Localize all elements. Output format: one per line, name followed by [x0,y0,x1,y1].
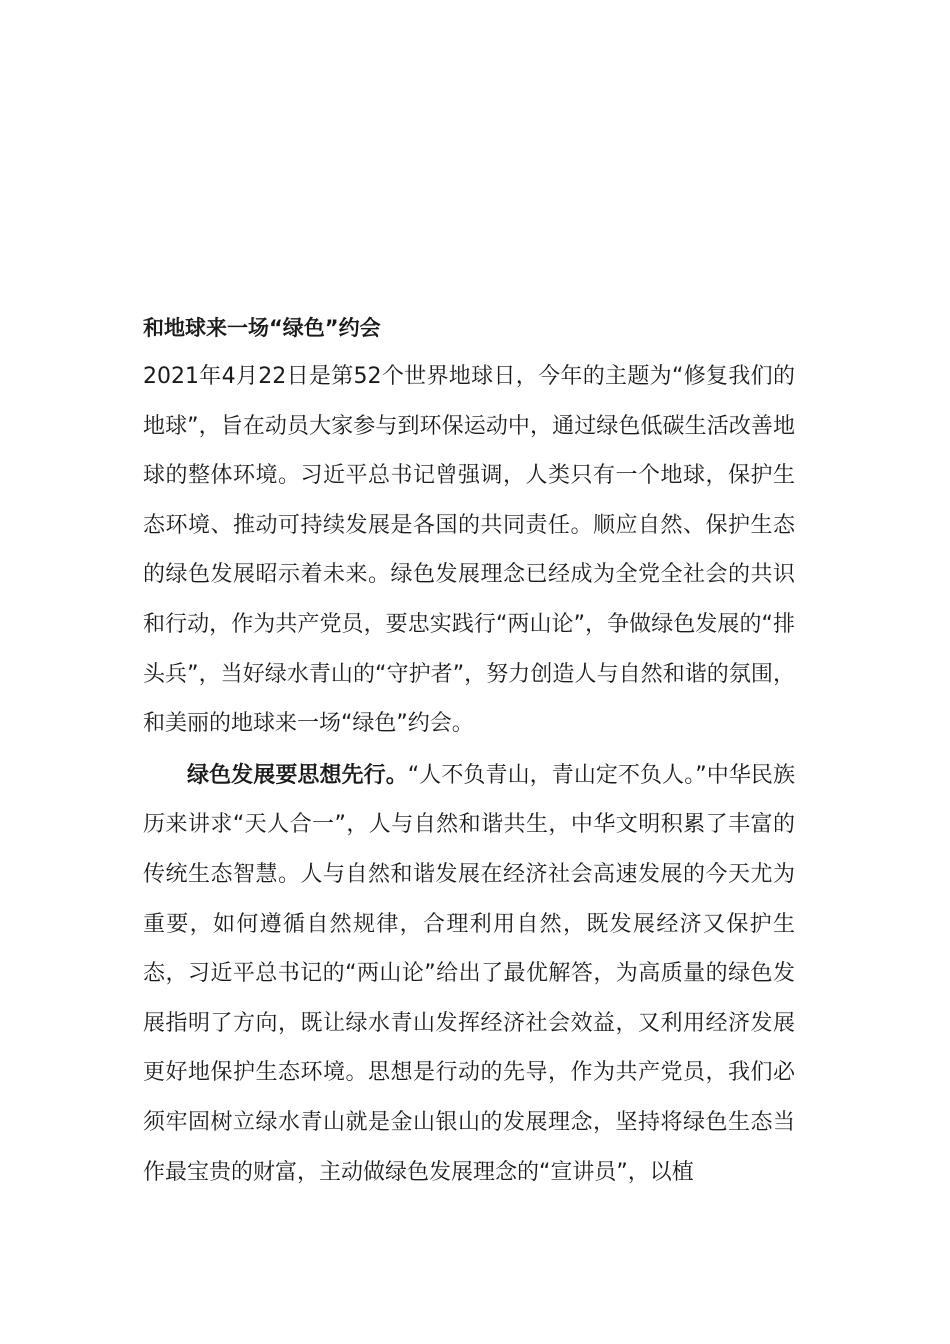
paragraph-earth-day: 2021年4月22日是第52个世界地球日，今年的主题为“修复我们的地球”，旨在动员大家参与到环保运动中，通过绿色低碳生活改善地球的整体环境。习近平总书记曾强调，人类只有一个地球，保护生态环境、推动可持续发展是各国的共同责任。顺应自然、保护生态的绿色发展昭示着未来。绿色发展理念已经成为全党全社会的共识和行动，作为共产党员，要忠实践行“两山论”，争做绿色发展的“排头兵”，当好绿水青山的“守护者”，努力创造人与自然和谐的氛围，和美丽的地球来一场“绿色”约会。 [143,364,795,737]
paragraph-green-thinking [143,751,795,1197]
paragraph-body: “人不负青山，青山定不负人。”中华民族历来讲求“天人合一”，人与自然和谐共生，中华文明积累了丰富的传统生态智慧。人与自然和谐发展在经济社会高速发展的今天尤为重要，如何遵循自然规律，合理利用自然，既发展经济又保护生态，习近平总书记的“两山论”给出了最优解答，为高质量的绿色发展指明了方向，既让绿水青山发挥经济社会效益，又利用经济发展更好地保护生态环境。思想是行动的先导，作为共产党员，我们必须牢固树立绿水青山就是金山银山的发展理念，坚持将绿色生态当作最宝贵的财富，主动做绿色发展理念的“宣讲员”，以植 [143,762,795,1185]
document-title: 和地球来一场“绿色”约会 [143,316,381,340]
document-page [143,308,795,1197]
paragraph-lead-heading: 绿色发展要思想先行。 [187,762,408,788]
